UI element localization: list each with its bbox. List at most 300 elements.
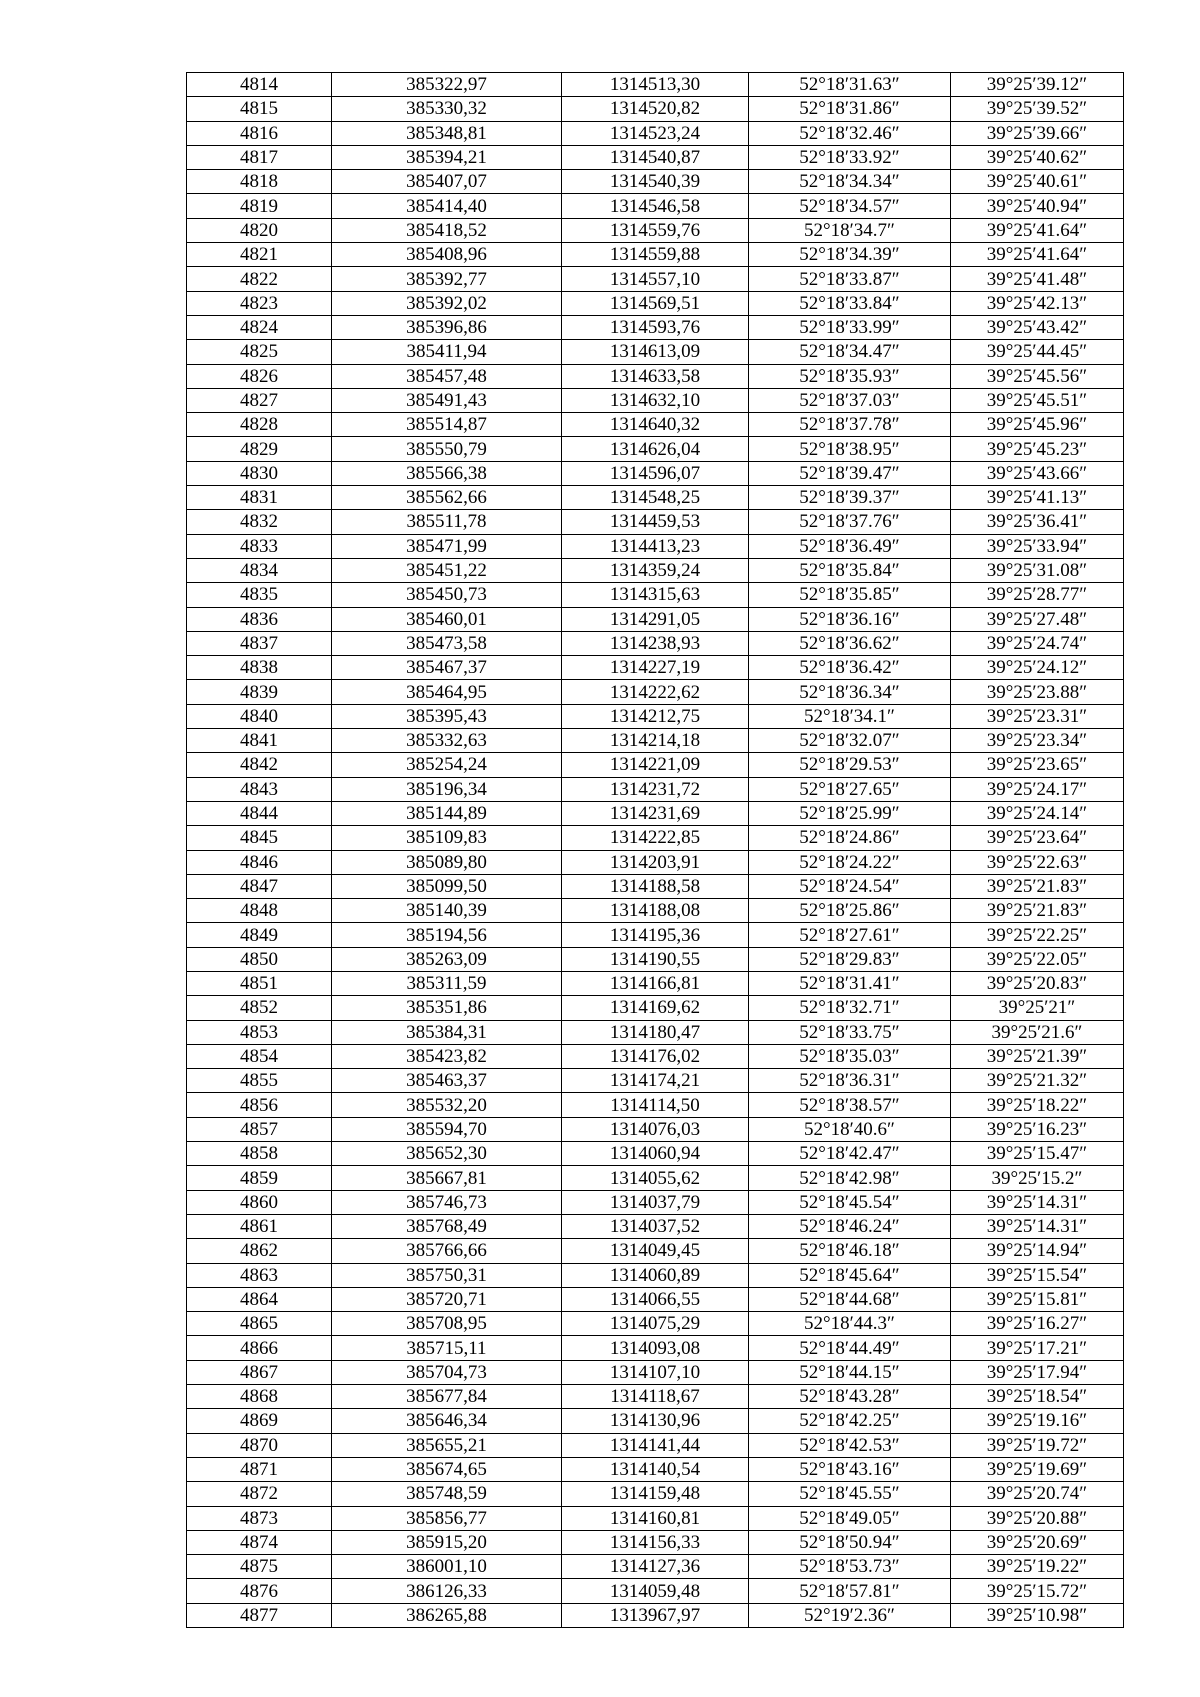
table-row	[187, 558, 1124, 582]
point-number-cell: 4827	[187, 388, 332, 412]
longitude-cell: 39°25′15.72″	[951, 1579, 1124, 1603]
longitude-cell: 39°25′14.31″	[951, 1214, 1124, 1238]
table-row	[187, 73, 1124, 97]
point-number-cell: 4863	[187, 1263, 332, 1287]
x-coordinate-cell: 385471,99	[332, 534, 562, 558]
point-number-cell: 4872	[187, 1482, 332, 1506]
table-row	[187, 1117, 1124, 1141]
point-number-cell: 4828	[187, 413, 332, 437]
y-coordinate-cell: 1314214,18	[562, 729, 749, 753]
y-coordinate-cell: 1314238,93	[562, 631, 749, 655]
table-row	[187, 1214, 1124, 1238]
point-number-cell: 4841	[187, 729, 332, 753]
x-coordinate-cell: 385667,81	[332, 1166, 562, 1190]
y-coordinate-cell: 1314203,91	[562, 850, 749, 874]
latitude-cell: 52°18′31.63″	[749, 73, 951, 97]
point-number-cell: 4870	[187, 1433, 332, 1457]
longitude-cell: 39°25′21.6″	[951, 1020, 1124, 1044]
x-coordinate-cell: 385254,24	[332, 753, 562, 777]
latitude-cell: 52°18′42.53″	[749, 1433, 951, 1457]
x-coordinate-cell: 385457,48	[332, 364, 562, 388]
table-row	[187, 1020, 1124, 1044]
table-row	[187, 971, 1124, 995]
table-row	[187, 1360, 1124, 1384]
table-row	[187, 1093, 1124, 1117]
latitude-cell: 52°18′49.05″	[749, 1506, 951, 1530]
table-row	[187, 1069, 1124, 1093]
longitude-cell: 39°25′15.2″	[951, 1166, 1124, 1190]
longitude-cell: 39°25′14.31″	[951, 1190, 1124, 1214]
y-coordinate-cell: 1314141,44	[562, 1433, 749, 1457]
y-coordinate-cell: 1314114,50	[562, 1093, 749, 1117]
y-coordinate-cell: 1314222,62	[562, 680, 749, 704]
x-coordinate-cell: 385464,95	[332, 680, 562, 704]
longitude-cell: 39°25′18.54″	[951, 1385, 1124, 1409]
latitude-cell: 52°18′34.1″	[749, 704, 951, 728]
latitude-cell: 52°18′45.55″	[749, 1482, 951, 1506]
point-number-cell: 4839	[187, 680, 332, 704]
y-coordinate-cell: 1314160,81	[562, 1506, 749, 1530]
latitude-cell: 52°18′42.47″	[749, 1142, 951, 1166]
x-coordinate-cell: 385511,78	[332, 510, 562, 534]
longitude-cell: 39°25′41.13″	[951, 486, 1124, 510]
longitude-cell: 39°25′19.72″	[951, 1433, 1124, 1457]
latitude-cell: 52°18′35.84″	[749, 558, 951, 582]
x-coordinate-cell: 385408,96	[332, 243, 562, 267]
x-coordinate-cell: 385532,20	[332, 1093, 562, 1117]
point-number-cell: 4830	[187, 461, 332, 485]
longitude-cell: 39°25′15.54″	[951, 1263, 1124, 1287]
longitude-cell: 39°25′33.94″	[951, 534, 1124, 558]
table-row	[187, 923, 1124, 947]
point-number-cell: 4867	[187, 1360, 332, 1384]
latitude-cell: 52°18′36.49″	[749, 534, 951, 558]
x-coordinate-cell: 385392,02	[332, 291, 562, 315]
latitude-cell: 52°18′40.6″	[749, 1117, 951, 1141]
y-coordinate-cell: 1314222,85	[562, 826, 749, 850]
point-number-cell: 4865	[187, 1312, 332, 1336]
latitude-cell: 52°18′35.85″	[749, 583, 951, 607]
y-coordinate-cell: 1314130,96	[562, 1409, 749, 1433]
latitude-cell: 52°18′36.62″	[749, 631, 951, 655]
point-number-cell: 4824	[187, 315, 332, 339]
x-coordinate-cell: 385562,66	[332, 486, 562, 510]
table-row	[187, 243, 1124, 267]
latitude-cell: 52°18′33.84″	[749, 291, 951, 315]
x-coordinate-cell: 385196,34	[332, 777, 562, 801]
longitude-cell: 39°25′39.52″	[951, 97, 1124, 121]
y-coordinate-cell: 1314513,30	[562, 73, 749, 97]
x-coordinate-cell: 385768,49	[332, 1214, 562, 1238]
y-coordinate-cell: 1314593,76	[562, 315, 749, 339]
x-coordinate-cell: 385473,58	[332, 631, 562, 655]
point-number-cell: 4864	[187, 1287, 332, 1311]
table-row	[187, 413, 1124, 437]
longitude-cell: 39°25′40.94″	[951, 194, 1124, 218]
table-row	[187, 1603, 1124, 1627]
longitude-cell: 39°25′39.66″	[951, 121, 1124, 145]
longitude-cell: 39°25′41.64″	[951, 218, 1124, 242]
table-row	[187, 753, 1124, 777]
point-number-cell: 4860	[187, 1190, 332, 1214]
longitude-cell: 39°25′36.41″	[951, 510, 1124, 534]
longitude-cell: 39°25′20.88″	[951, 1506, 1124, 1530]
table-row	[187, 121, 1124, 145]
longitude-cell: 39°25′22.25″	[951, 923, 1124, 947]
y-coordinate-cell: 1314156,33	[562, 1530, 749, 1554]
longitude-cell: 39°25′45.23″	[951, 437, 1124, 461]
y-coordinate-cell: 1314632,10	[562, 388, 749, 412]
table-row	[187, 1336, 1124, 1360]
x-coordinate-cell: 385395,43	[332, 704, 562, 728]
table-row	[187, 1409, 1124, 1433]
x-coordinate-cell: 385704,73	[332, 1360, 562, 1384]
longitude-cell: 39°25′24.12″	[951, 656, 1124, 680]
y-coordinate-cell: 1314190,55	[562, 947, 749, 971]
longitude-cell: 39°25′19.22″	[951, 1555, 1124, 1579]
point-number-cell: 4821	[187, 243, 332, 267]
longitude-cell: 39°25′45.51″	[951, 388, 1124, 412]
y-coordinate-cell: 1314227,19	[562, 656, 749, 680]
latitude-cell: 52°18′31.41″	[749, 971, 951, 995]
x-coordinate-cell: 385677,84	[332, 1385, 562, 1409]
latitude-cell: 52°18′35.93″	[749, 364, 951, 388]
point-number-cell: 4829	[187, 437, 332, 461]
longitude-cell: 39°25′15.47″	[951, 1142, 1124, 1166]
point-number-cell: 4868	[187, 1385, 332, 1409]
y-coordinate-cell: 1314127,36	[562, 1555, 749, 1579]
x-coordinate-cell: 386265,88	[332, 1603, 562, 1627]
x-coordinate-cell: 385414,40	[332, 194, 562, 218]
y-coordinate-cell: 1314626,04	[562, 437, 749, 461]
point-number-cell: 4850	[187, 947, 332, 971]
longitude-cell: 39°25′21.32″	[951, 1069, 1124, 1093]
y-coordinate-cell: 1314291,05	[562, 607, 749, 631]
point-number-cell: 4816	[187, 121, 332, 145]
point-number-cell: 4857	[187, 1117, 332, 1141]
latitude-cell: 52°18′33.75″	[749, 1020, 951, 1044]
latitude-cell: 52°18′36.16″	[749, 607, 951, 631]
y-coordinate-cell: 1314231,69	[562, 801, 749, 825]
latitude-cell: 52°18′53.73″	[749, 1555, 951, 1579]
table-row	[187, 947, 1124, 971]
latitude-cell: 52°18′44.15″	[749, 1360, 951, 1384]
point-number-cell: 4861	[187, 1214, 332, 1238]
point-number-cell: 4874	[187, 1530, 332, 1554]
longitude-cell: 39°25′23.65″	[951, 753, 1124, 777]
x-coordinate-cell: 385460,01	[332, 607, 562, 631]
x-coordinate-cell: 385396,86	[332, 315, 562, 339]
y-coordinate-cell: 1314559,76	[562, 218, 749, 242]
latitude-cell: 52°18′34.7″	[749, 218, 951, 242]
latitude-cell: 52°18′36.31″	[749, 1069, 951, 1093]
point-number-cell: 4831	[187, 486, 332, 510]
latitude-cell: 52°18′44.49″	[749, 1336, 951, 1360]
table-row	[187, 97, 1124, 121]
longitude-cell: 39°25′22.63″	[951, 850, 1124, 874]
latitude-cell: 52°18′32.71″	[749, 996, 951, 1020]
x-coordinate-cell: 385652,30	[332, 1142, 562, 1166]
point-number-cell: 4822	[187, 267, 332, 291]
point-number-cell: 4820	[187, 218, 332, 242]
latitude-cell: 52°18′57.81″	[749, 1579, 951, 1603]
x-coordinate-cell: 385332,63	[332, 729, 562, 753]
x-coordinate-cell: 385089,80	[332, 850, 562, 874]
x-coordinate-cell: 385322,97	[332, 73, 562, 97]
x-coordinate-cell: 385566,38	[332, 461, 562, 485]
table-row	[187, 170, 1124, 194]
coordinates-table	[186, 72, 1124, 1628]
table-row	[187, 534, 1124, 558]
latitude-cell: 52°18′36.42″	[749, 656, 951, 680]
latitude-cell: 52°18′33.87″	[749, 267, 951, 291]
point-number-cell: 4840	[187, 704, 332, 728]
longitude-cell: 39°25′19.16″	[951, 1409, 1124, 1433]
y-coordinate-cell: 1314540,39	[562, 170, 749, 194]
point-number-cell: 4818	[187, 170, 332, 194]
table-row	[187, 1142, 1124, 1166]
latitude-cell: 52°18′24.22″	[749, 850, 951, 874]
table-row	[187, 1457, 1124, 1481]
x-coordinate-cell: 385550,79	[332, 437, 562, 461]
x-coordinate-cell: 385394,21	[332, 145, 562, 169]
longitude-cell: 39°25′15.81″	[951, 1287, 1124, 1311]
x-coordinate-cell: 385109,83	[332, 826, 562, 850]
latitude-cell: 52°18′37.03″	[749, 388, 951, 412]
y-coordinate-cell: 1313967,97	[562, 1603, 749, 1627]
longitude-cell: 39°25′21.83″	[951, 874, 1124, 898]
latitude-cell: 52°18′29.83″	[749, 947, 951, 971]
y-coordinate-cell: 1314540,87	[562, 145, 749, 169]
point-number-cell: 4819	[187, 194, 332, 218]
y-coordinate-cell: 1314174,21	[562, 1069, 749, 1093]
longitude-cell: 39°25′28.77″	[951, 583, 1124, 607]
table-row	[187, 704, 1124, 728]
table-row	[187, 850, 1124, 874]
x-coordinate-cell: 385423,82	[332, 1044, 562, 1068]
latitude-cell: 52°18′34.39″	[749, 243, 951, 267]
table-row	[187, 777, 1124, 801]
table-row	[187, 1190, 1124, 1214]
table-row	[187, 364, 1124, 388]
x-coordinate-cell: 386001,10	[332, 1555, 562, 1579]
y-coordinate-cell: 1314140,54	[562, 1457, 749, 1481]
y-coordinate-cell: 1314640,32	[562, 413, 749, 437]
point-number-cell: 4871	[187, 1457, 332, 1481]
longitude-cell: 39°25′23.34″	[951, 729, 1124, 753]
latitude-cell: 52°18′44.3″	[749, 1312, 951, 1336]
table-row	[187, 267, 1124, 291]
point-number-cell: 4842	[187, 753, 332, 777]
point-number-cell: 4855	[187, 1069, 332, 1093]
table-row	[187, 510, 1124, 534]
point-number-cell: 4875	[187, 1555, 332, 1579]
table-row	[187, 1044, 1124, 1068]
x-coordinate-cell: 385514,87	[332, 413, 562, 437]
x-coordinate-cell: 385467,37	[332, 656, 562, 680]
y-coordinate-cell: 1314596,07	[562, 461, 749, 485]
x-coordinate-cell: 385263,09	[332, 947, 562, 971]
x-coordinate-cell: 385463,37	[332, 1069, 562, 1093]
point-number-cell: 4846	[187, 850, 332, 874]
y-coordinate-cell: 1314166,81	[562, 971, 749, 995]
x-coordinate-cell: 385766,66	[332, 1239, 562, 1263]
table-row	[187, 437, 1124, 461]
point-number-cell: 4876	[187, 1579, 332, 1603]
x-coordinate-cell: 385194,56	[332, 923, 562, 947]
table-row	[187, 826, 1124, 850]
table-row	[187, 1239, 1124, 1263]
y-coordinate-cell: 1314159,48	[562, 1482, 749, 1506]
table-row	[187, 486, 1124, 510]
point-number-cell: 4838	[187, 656, 332, 680]
latitude-cell: 52°18′27.65″	[749, 777, 951, 801]
point-number-cell: 4862	[187, 1239, 332, 1263]
longitude-cell: 39°25′24.74″	[951, 631, 1124, 655]
y-coordinate-cell: 1314359,24	[562, 558, 749, 582]
table-row	[187, 1433, 1124, 1457]
point-number-cell: 4849	[187, 923, 332, 947]
table-row	[187, 315, 1124, 339]
x-coordinate-cell: 385311,59	[332, 971, 562, 995]
longitude-cell: 39°25′44.45″	[951, 340, 1124, 364]
latitude-cell: 52°18′42.25″	[749, 1409, 951, 1433]
table-row	[187, 194, 1124, 218]
x-coordinate-cell: 385646,34	[332, 1409, 562, 1433]
table-row	[187, 340, 1124, 364]
latitude-cell: 52°18′27.61″	[749, 923, 951, 947]
x-coordinate-cell: 385450,73	[332, 583, 562, 607]
y-coordinate-cell: 1314195,36	[562, 923, 749, 947]
table-row	[187, 801, 1124, 825]
latitude-cell: 52°18′42.98″	[749, 1166, 951, 1190]
x-coordinate-cell: 385392,77	[332, 267, 562, 291]
longitude-cell: 39°25′16.27″	[951, 1312, 1124, 1336]
longitude-cell: 39°25′39.12″	[951, 73, 1124, 97]
longitude-cell: 39°25′18.22″	[951, 1093, 1124, 1117]
y-coordinate-cell: 1314037,52	[562, 1214, 749, 1238]
y-coordinate-cell: 1314075,29	[562, 1312, 749, 1336]
x-coordinate-cell: 385451,22	[332, 558, 562, 582]
table-row	[187, 461, 1124, 485]
y-coordinate-cell: 1314093,08	[562, 1336, 749, 1360]
y-coordinate-cell: 1314459,53	[562, 510, 749, 534]
longitude-cell: 39°25′19.69″	[951, 1457, 1124, 1481]
latitude-cell: 52°18′43.16″	[749, 1457, 951, 1481]
longitude-cell: 39°25′43.66″	[951, 461, 1124, 485]
x-coordinate-cell: 385144,89	[332, 801, 562, 825]
point-number-cell: 4836	[187, 607, 332, 631]
longitude-cell: 39°25′22.05″	[951, 947, 1124, 971]
point-number-cell: 4854	[187, 1044, 332, 1068]
longitude-cell: 39°25′43.42″	[951, 315, 1124, 339]
longitude-cell: 39°25′21.83″	[951, 899, 1124, 923]
latitude-cell: 52°18′38.95″	[749, 437, 951, 461]
table-row	[187, 218, 1124, 242]
point-number-cell: 4843	[187, 777, 332, 801]
point-number-cell: 4833	[187, 534, 332, 558]
table-row	[187, 631, 1124, 655]
y-coordinate-cell: 1314413,23	[562, 534, 749, 558]
y-coordinate-cell: 1314546,58	[562, 194, 749, 218]
latitude-cell: 52°18′34.34″	[749, 170, 951, 194]
table-row	[187, 388, 1124, 412]
latitude-cell: 52°18′45.54″	[749, 1190, 951, 1214]
y-coordinate-cell: 1314557,10	[562, 267, 749, 291]
latitude-cell: 52°18′36.34″	[749, 680, 951, 704]
longitude-cell: 39°25′31.08″	[951, 558, 1124, 582]
x-coordinate-cell: 385708,95	[332, 1312, 562, 1336]
point-number-cell: 4814	[187, 73, 332, 97]
y-coordinate-cell: 1314169,62	[562, 996, 749, 1020]
table-row	[187, 899, 1124, 923]
x-coordinate-cell: 385418,52	[332, 218, 562, 242]
y-coordinate-cell: 1314055,62	[562, 1166, 749, 1190]
longitude-cell: 39°25′40.62″	[951, 145, 1124, 169]
latitude-cell: 52°19′2.36″	[749, 1603, 951, 1627]
point-number-cell: 4859	[187, 1166, 332, 1190]
y-coordinate-cell: 1314060,94	[562, 1142, 749, 1166]
latitude-cell: 52°18′38.57″	[749, 1093, 951, 1117]
x-coordinate-cell: 385746,73	[332, 1190, 562, 1214]
longitude-cell: 39°25′23.88″	[951, 680, 1124, 704]
table-row	[187, 1287, 1124, 1311]
table-row	[187, 1385, 1124, 1409]
table-row	[187, 1263, 1124, 1287]
longitude-cell: 39°25′45.96″	[951, 413, 1124, 437]
y-coordinate-cell: 1314633,58	[562, 364, 749, 388]
x-coordinate-cell: 385330,32	[332, 97, 562, 121]
y-coordinate-cell: 1314315,63	[562, 583, 749, 607]
longitude-cell: 39°25′20.83″	[951, 971, 1124, 995]
y-coordinate-cell: 1314188,08	[562, 899, 749, 923]
point-number-cell: 4834	[187, 558, 332, 582]
longitude-cell: 39°25′45.56″	[951, 364, 1124, 388]
latitude-cell: 52°18′35.03″	[749, 1044, 951, 1068]
longitude-cell: 39°25′17.94″	[951, 1360, 1124, 1384]
point-number-cell: 4835	[187, 583, 332, 607]
longitude-cell: 39°25′14.94″	[951, 1239, 1124, 1263]
y-coordinate-cell: 1314613,09	[562, 340, 749, 364]
y-coordinate-cell: 1314176,02	[562, 1044, 749, 1068]
y-coordinate-cell: 1314523,24	[562, 121, 749, 145]
longitude-cell: 39°25′41.64″	[951, 243, 1124, 267]
latitude-cell: 52°18′31.86″	[749, 97, 951, 121]
point-number-cell: 4851	[187, 971, 332, 995]
latitude-cell: 52°18′25.99″	[749, 801, 951, 825]
point-number-cell: 4837	[187, 631, 332, 655]
latitude-cell: 52°18′34.47″	[749, 340, 951, 364]
x-coordinate-cell: 385655,21	[332, 1433, 562, 1457]
longitude-cell: 39°25′21″	[951, 996, 1124, 1020]
point-number-cell: 4877	[187, 1603, 332, 1627]
point-number-cell: 4866	[187, 1336, 332, 1360]
table-row	[187, 996, 1124, 1020]
longitude-cell: 39°25′42.13″	[951, 291, 1124, 315]
y-coordinate-cell: 1314231,72	[562, 777, 749, 801]
latitude-cell: 52°18′29.53″	[749, 753, 951, 777]
longitude-cell: 39°25′24.17″	[951, 777, 1124, 801]
y-coordinate-cell: 1314066,55	[562, 1287, 749, 1311]
point-number-cell: 4873	[187, 1506, 332, 1530]
longitude-cell: 39°25′20.74″	[951, 1482, 1124, 1506]
x-coordinate-cell: 386126,33	[332, 1579, 562, 1603]
point-number-cell: 4856	[187, 1093, 332, 1117]
latitude-cell: 52°18′32.07″	[749, 729, 951, 753]
y-coordinate-cell: 1314212,75	[562, 704, 749, 728]
point-number-cell: 4847	[187, 874, 332, 898]
latitude-cell: 52°18′43.28″	[749, 1385, 951, 1409]
